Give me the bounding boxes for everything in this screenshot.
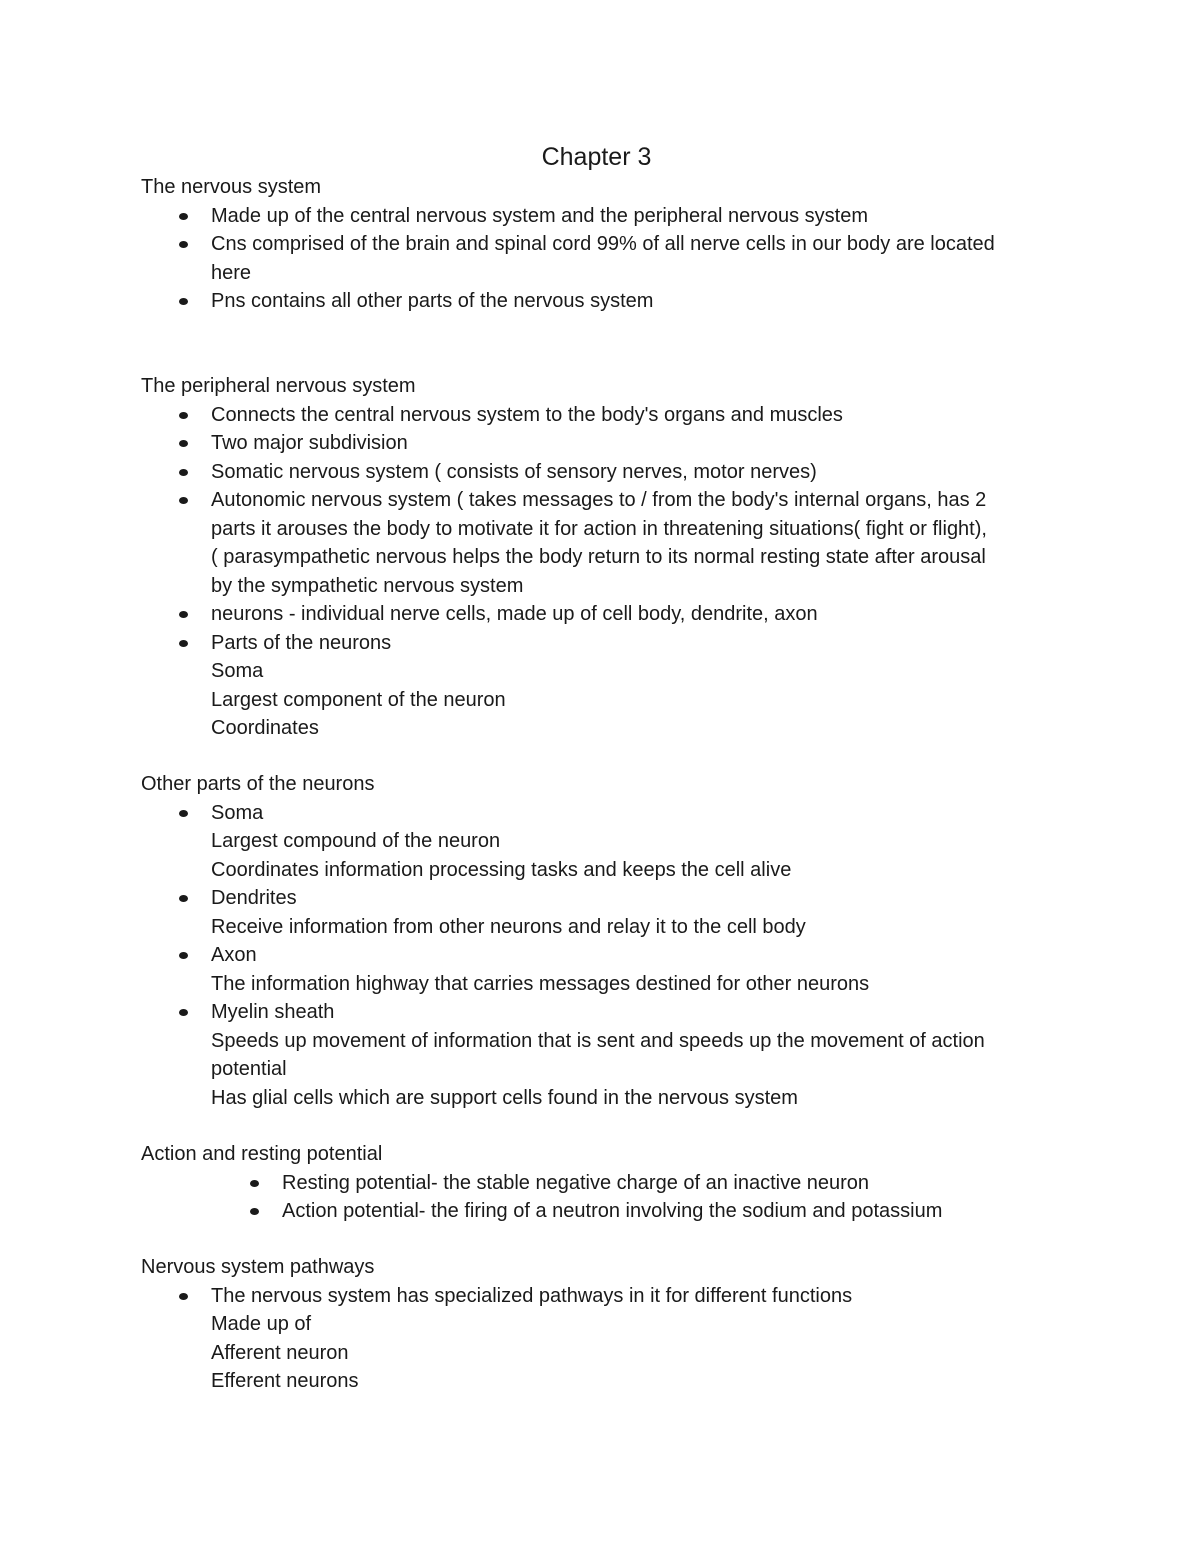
item-text: Somatic nervous system ( consists of sensory nerves, motor nerves) (211, 460, 817, 483)
list-item (141, 941, 1071, 998)
bullet-icon (179, 241, 188, 248)
bullet-icon (179, 469, 188, 476)
bullet-icon (179, 497, 188, 504)
bullet-list (141, 1169, 1071, 1226)
item-text: Resting potential- the stable negative charge of an inactive neuron (282, 1171, 870, 1194)
list-item (141, 287, 1071, 316)
section-nervous-system-pathways (141, 1253, 1071, 1396)
list-item (141, 1197, 1071, 1226)
item-text: Efferent neurons (211, 1370, 359, 1392)
item-text: Axon (211, 944, 257, 966)
item-text: Largest component of the neuron (211, 688, 506, 711)
item-text: parts it arouses the body to motivate it for action in threatening situations( fight or flight), (211, 517, 987, 540)
list-item (141, 401, 1071, 430)
bullet-icon (179, 1009, 188, 1016)
item-text: Speeds up movement of information that is sent and speeds up the movement of action (211, 1029, 985, 1052)
list-item (141, 486, 1071, 600)
item-text: Soma (211, 801, 264, 824)
bullet-icon (179, 640, 188, 647)
item-text: Cns comprised of the brain and spinal cord 99% of all nerve cells in our body are located (211, 233, 995, 255)
item-text: Parts of the neurons (211, 631, 392, 654)
list-item (141, 799, 1071, 885)
item-text: by the sympathetic nervous system (211, 574, 524, 597)
item-text: Largest compound of the neuron (211, 830, 501, 852)
page-title: Chapter 3 (541, 143, 652, 171)
bullet-list (141, 401, 1071, 743)
item-text: Pns contains all other parts of the nervous system (211, 290, 654, 312)
item-text: Receive information from other neurons and relay it to the cell body (211, 915, 806, 938)
list-item (141, 1169, 1071, 1198)
list-item (141, 884, 1071, 941)
item-text: ( parasympathetic nervous helps the body return to its normal resting state after arousal (211, 546, 986, 568)
item-text: Afferent neuron (211, 1341, 349, 1364)
bullet-icon (179, 810, 188, 817)
bullet-icon (179, 952, 188, 959)
list-item (141, 1282, 1071, 1396)
item-text: The information highway that carries messages destined for other neurons (211, 972, 870, 995)
item-text: neurons - individual nerve cells, made up of cell body, dendrite, axon (211, 603, 818, 625)
item-text: The nervous system has specialized pathways in it for different functions (211, 1284, 853, 1307)
bullet-icon (179, 298, 188, 305)
bullet-list (141, 1282, 1071, 1396)
bullet-list (141, 799, 1071, 1113)
item-text: Coordinates information processing tasks and keeps the cell alive (211, 858, 792, 881)
list-item (141, 600, 1071, 629)
item-text: Dendrites (211, 887, 297, 909)
section-nervous-system (141, 173, 1071, 316)
section-heading: Nervous system pathways (141, 1256, 375, 1278)
item-text: Made up of (211, 1313, 312, 1335)
list-item (141, 458, 1071, 487)
item-text: potential (211, 1058, 287, 1080)
bullet-icon (179, 213, 188, 220)
list-item (141, 202, 1071, 231)
bullet-list (141, 202, 1071, 316)
item-text: Soma (211, 660, 264, 682)
item-text: Myelin sheath (211, 1001, 335, 1023)
list-item (141, 998, 1071, 1112)
section-heading: The nervous system (141, 176, 322, 198)
bullet-icon (250, 1208, 259, 1215)
item-text: here (211, 261, 252, 284)
bullet-icon (179, 611, 188, 618)
bullet-icon (179, 440, 188, 447)
item-text: Autonomic nervous system ( takes messages to / from the body's internal organs, has 2 (211, 489, 987, 511)
item-text: Connects the central nervous system to the body's organs and muscles (211, 403, 843, 426)
item-text: Coordinates (211, 717, 319, 739)
section-action-resting-potential (141, 1140, 1071, 1226)
bullet-icon (179, 412, 188, 419)
list-item (141, 429, 1071, 458)
section-heading: The peripheral nervous system (141, 375, 416, 397)
item-text: Two major subdivision (211, 432, 408, 454)
section-other-parts-of-neurons (141, 770, 1071, 1112)
item-text: Has glial cells which are support cells found in the nervous system (211, 1086, 798, 1109)
list-item (141, 629, 1071, 743)
item-text: Made up of the central nervous system and the peripheral nervous system (211, 204, 869, 227)
bullet-icon (179, 895, 188, 902)
bullet-icon (179, 1293, 188, 1300)
section-peripheral-nervous-system (141, 372, 1071, 743)
section-heading: Other parts of the neurons (141, 773, 375, 795)
bullet-icon (250, 1180, 259, 1187)
item-text: Action potential- the firing of a neutron involving the sodium and potassium (282, 1200, 943, 1222)
section-heading: Action and resting potential (141, 1143, 383, 1165)
list-item (141, 230, 1071, 287)
